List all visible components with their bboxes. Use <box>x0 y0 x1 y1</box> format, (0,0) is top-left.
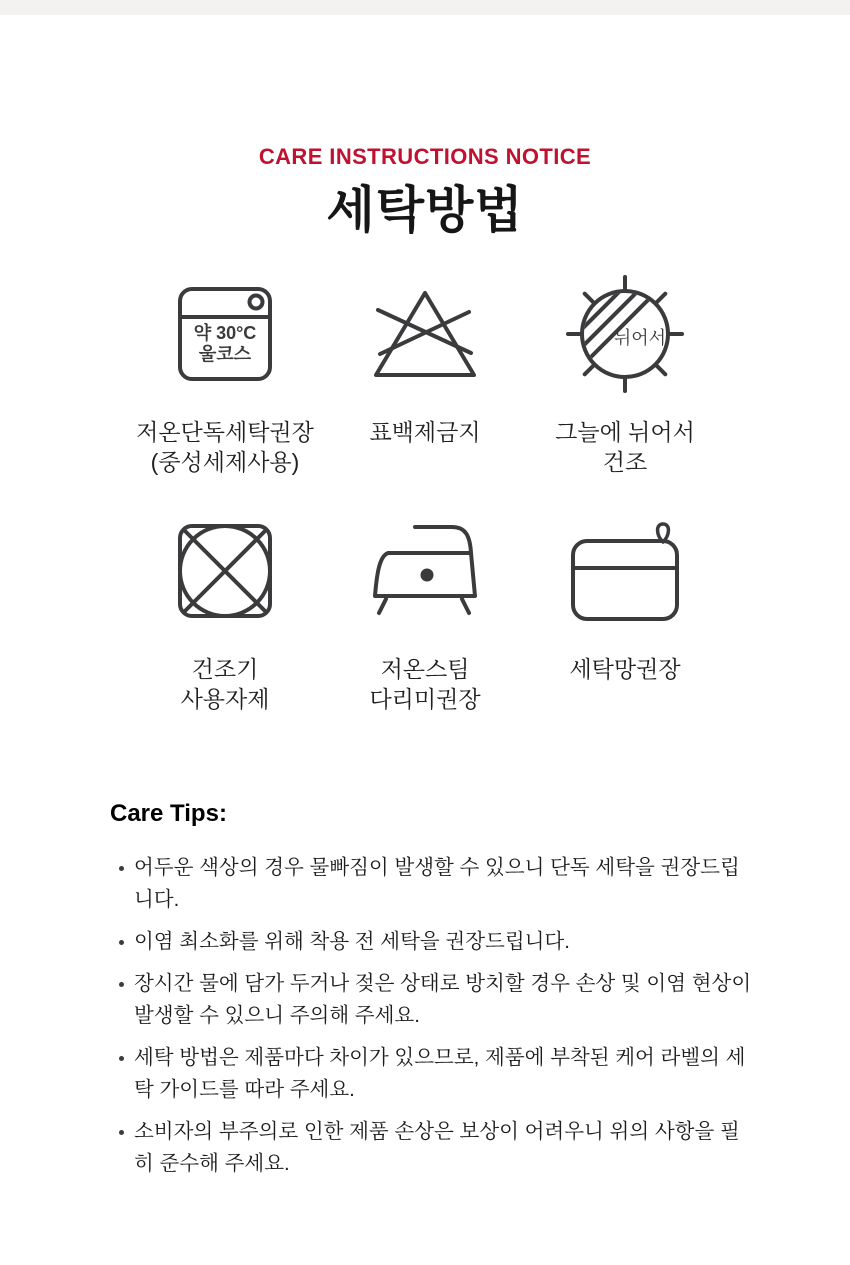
care-tips-section <box>110 800 758 1180</box>
laundry-net-bag-icon <box>571 521 679 621</box>
care-symbol-wash-30 <box>125 284 325 477</box>
care-symbol-dry-flat-shade <box>525 284 725 477</box>
symbol-label: 건조기 사용자제 <box>180 656 270 712</box>
symbol-label: 그늘에 뉘어서 건조 <box>555 419 695 475</box>
care-tips-heading: Care Tips: <box>110 800 227 827</box>
symbol-label: 표백제금지 <box>369 419 481 445</box>
iron-one-dot-icon <box>372 525 478 617</box>
care-tip-item: 이염 최소화를 위해 착용 전 세탁을 권장드립니다. <box>110 926 758 958</box>
care-symbols-grid <box>125 284 725 714</box>
symbol-label: 저온단독세탁권장 (중성세제사용) <box>136 419 314 475</box>
page-title: 세탁방법 <box>326 182 524 238</box>
tumble-dry-prohibited-icon <box>178 524 272 618</box>
symbols-row-1 <box>125 284 725 477</box>
care-tip-item: 소비자의 부주의로 인한 제품 손상은 보상이 어려우니 위의 사항을 필히 준수해 주세요. <box>110 1116 758 1180</box>
care-symbol-laundry-net <box>525 521 725 714</box>
care-symbol-iron-low <box>325 521 525 714</box>
symbol-label: 세탁망권장 <box>569 656 681 682</box>
wash-icon-text: 약 30°C 울코스 <box>193 323 257 364</box>
care-tip-item: 어두운 색상의 경우 물빠짐이 발생할 수 있으니 단독 세탁을 권장드립니다. <box>110 852 758 916</box>
top-divider-band <box>0 0 850 15</box>
care-tip-item: 장시간 물에 담가 두거나 젖은 상태로 방치할 경우 손상 및 이염 현상이 발생할 수 있으니 주의해 주세요. <box>110 968 758 1032</box>
care-symbol-no-tumble-dry <box>125 521 325 714</box>
symbol-label: 저온스팀 다리미권장 <box>369 656 481 712</box>
care-symbol-no-bleach <box>325 284 525 477</box>
bleach-prohibited-icon <box>373 288 477 380</box>
eyebrow-heading: CARE INSTRUCTIONS NOTICE <box>258 144 592 169</box>
sun-icon-text: 뉘어서 <box>613 328 667 348</box>
symbols-row-2 <box>125 521 725 714</box>
notice-header <box>0 144 850 240</box>
care-tips-list <box>110 852 758 1180</box>
care-tip-item: 세탁 방법은 제품마다 차이가 있으므로, 제품에 부착된 케어 라벨의 세탁 가이드를 따라 주세요. <box>110 1042 758 1106</box>
